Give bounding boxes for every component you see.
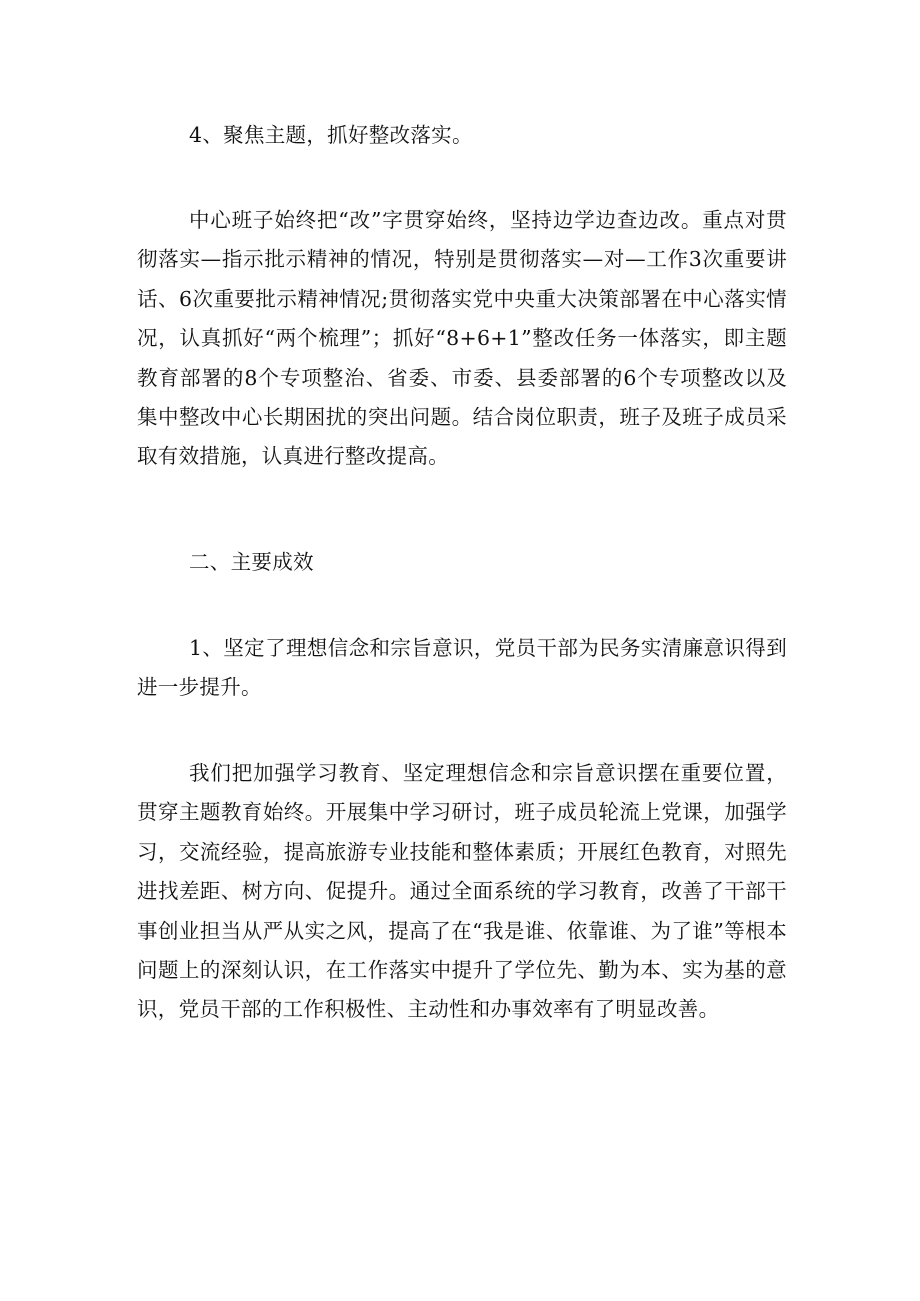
section-heading-focus-rectification: 4、聚焦主题，抓好整改落实。 xyxy=(189,123,473,147)
section-heading-main-results: 二、主要成效 xyxy=(189,550,314,574)
paragraph-study-education: 我们把加强学习教育、坚定理想信念和宗旨意识摆在重要位置，贯穿主题教育始终。开展集中学习研讨，班子成员轮流上党课，加强学习，交流经验，提高旅游专业技能和整体素质；开展红色教育，对照先进找差距、树方向、促提升。通过全面系统的学习教育，改善了干部干事创业担当从严从实之风，提高了在“我是谁、依靠谁、为了谁”等根本问题上的深刻认识，在工作落实中提升了学位先、勤为本、实为基的意识，党员干部的工作积极性、主动性和办事效率有了明显改善。 xyxy=(137,761,787,1022)
subheading-ideals-beliefs: 1、坚定了理想信念和宗旨意识，党员干部为民务实清廉意识得到进一步提升。 xyxy=(137,636,787,700)
paragraph-rectification-details: 中心班子始终把“改”字贯穿始终，坚持边学边查边改。重点对贯彻落实—指示批示精神的情况，特别是贯彻落实—对—工作3次重要讲话、6次重要批示精神情况;贯彻落实党中央重大决策部署在中心落实情况，认真抓好“两个梳理”；抓好“8+6+1”整改任务一体落实，即主题教育部署的8个专项整治、省委、市委、县委部署的6个专项整改以及集中整改中心长期困扰的突出问题。结合岗位职责，班子及班子成员采取有效措施，认真进行整改提高。 xyxy=(137,208,787,469)
